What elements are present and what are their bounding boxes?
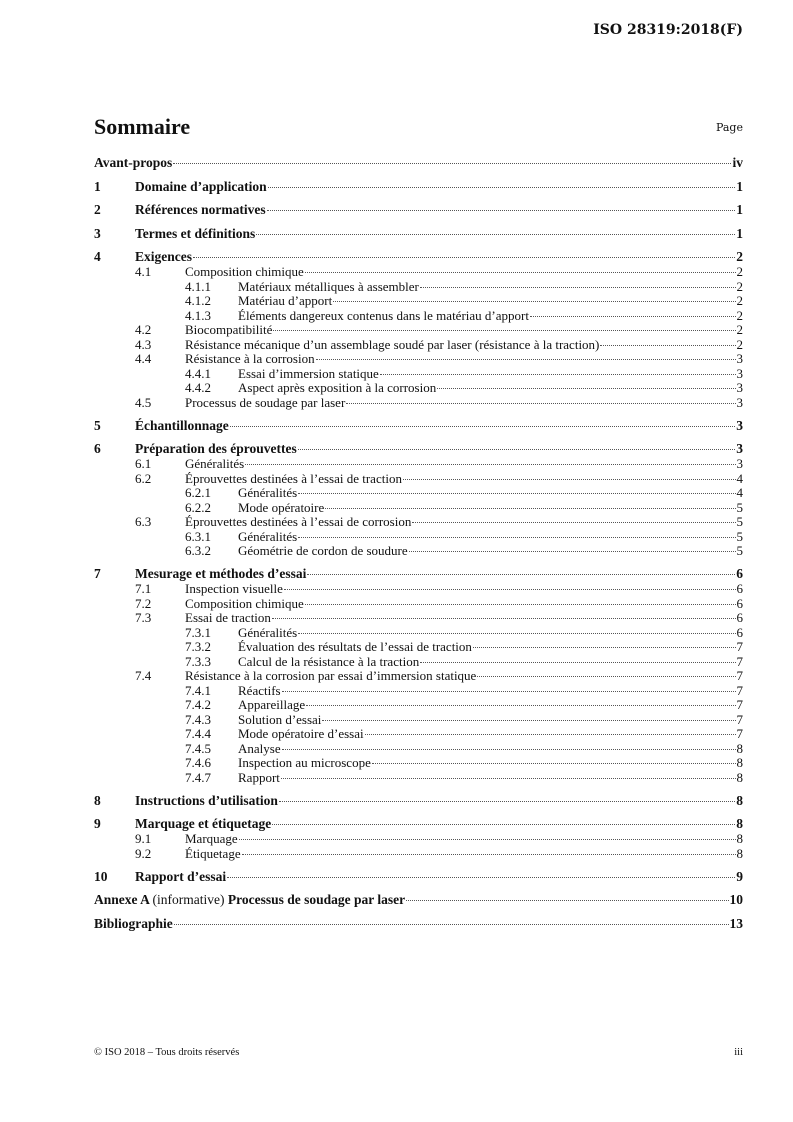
annex-label: Annexe A xyxy=(94,892,150,907)
toc-entry-title-text: Biocompatibilité xyxy=(185,322,273,337)
toc-entry-page: 3 xyxy=(736,394,743,410)
toc-entry-page: 2 xyxy=(736,293,743,308)
toc-entry-title xyxy=(185,323,272,338)
toc-entry-title-text: Exigences xyxy=(135,249,192,264)
dot-leader xyxy=(272,824,735,825)
toc-entry-number: 7.3 xyxy=(135,610,152,625)
toc-entry-number: 7.4.3 xyxy=(185,711,211,727)
toc-entry-number: 9 xyxy=(94,816,101,831)
toc-entry-title-text: Matériau d’apport xyxy=(238,293,333,308)
toc-entry[interactable] xyxy=(94,626,743,641)
toc-entry-number: 4.1 xyxy=(135,264,152,279)
toc-entry[interactable] xyxy=(94,265,743,280)
toc-entry-number: 4 xyxy=(94,249,101,264)
toc-entry[interactable] xyxy=(94,323,743,338)
toc-entry-number: 7.4 xyxy=(135,668,152,683)
toc-entry[interactable] xyxy=(94,742,743,757)
toc-entry-page: 5 xyxy=(736,514,743,529)
toc-entry-title xyxy=(135,418,229,434)
toc-entry-number: 4.5 xyxy=(135,394,152,410)
toc-entry-title xyxy=(135,179,267,195)
toc-entry-page: 8 xyxy=(736,845,743,861)
dot-leader xyxy=(305,272,736,273)
toc-entry-title-text: Bibliographie xyxy=(94,915,173,931)
toc-entry[interactable] xyxy=(94,457,743,472)
dot-leader xyxy=(365,734,736,735)
toc-entry-page: 1 xyxy=(736,202,743,217)
dot-leader xyxy=(322,720,735,721)
toc-entry-title-text: Domaine d’application xyxy=(135,178,267,194)
toc-entry-page: 2 xyxy=(736,322,743,337)
copyright: © ISO 2018 – Tous droits réservés xyxy=(94,1047,240,1058)
toc-entry-title-text: Essai de traction xyxy=(185,610,271,625)
toc-entry-page: 2 xyxy=(736,264,743,279)
toc-entry-title-text: Résistance mécanique d’un assemblage soudé par laser (résistance à la traction) xyxy=(185,336,600,352)
toc-entry-page: 1 xyxy=(736,225,743,241)
toc-entry-title-text: Avant-propos xyxy=(94,155,173,170)
toc-entry-title-text: Éprouvettes destinées à l’essai de corrosion xyxy=(185,514,412,529)
toc-entry-number: 7.3.3 xyxy=(185,653,211,669)
dot-leader xyxy=(420,287,736,288)
toc-entry-title xyxy=(135,566,306,582)
toc-entry-page: 6 xyxy=(736,595,743,611)
toc-entry-title-text: Aspect après exposition à la corrosion xyxy=(238,380,437,395)
dot-leader xyxy=(346,403,735,404)
dot-leader xyxy=(298,449,736,450)
toc-entry-title-text: Géométrie de cordon de soudure xyxy=(238,543,408,558)
dot-leader xyxy=(307,574,735,575)
toc-entry-number: 7.3.2 xyxy=(185,639,211,654)
toc-entry-title-text: Échantillonnage xyxy=(135,417,229,433)
toc-entry-number: 7.4.5 xyxy=(185,740,211,756)
toc-entry-title xyxy=(135,202,266,218)
toc-entry-number: 7.4.6 xyxy=(185,755,211,770)
annex-note: (informative) xyxy=(152,892,225,907)
toc-entry-number: 4.4 xyxy=(135,351,152,366)
toc-entry-page: 7 xyxy=(736,697,743,712)
toc-entry-number: 4.2 xyxy=(135,322,152,337)
toc-entry[interactable] xyxy=(94,202,743,218)
toc-entry-title xyxy=(238,626,297,641)
toc-entry-title xyxy=(238,367,379,382)
toc-entry[interactable] xyxy=(94,713,743,728)
toc-entry-title-text: Marquage xyxy=(185,831,238,846)
toc-entry-page: 4 xyxy=(736,470,743,486)
toc-entry-title-text: Instructions d’utilisation xyxy=(135,792,278,808)
toc-entry-number: 6.3 xyxy=(135,514,152,529)
toc-entry-title xyxy=(238,655,419,670)
toc-entry-title xyxy=(238,684,281,699)
toc-entry-number: 6.3.2 xyxy=(185,543,211,558)
toc-entry[interactable] xyxy=(94,698,743,713)
dot-leader xyxy=(316,359,736,360)
toc-entry-page: 8 xyxy=(736,755,743,770)
dot-leader xyxy=(284,589,736,590)
dot-leader xyxy=(193,257,735,258)
toc-entry[interactable] xyxy=(94,155,743,171)
toc-entry-page: 8 xyxy=(736,769,743,785)
toc-entry-title xyxy=(238,501,324,516)
toc-entry[interactable] xyxy=(94,179,743,195)
toc-entry-title-text: Réactifs xyxy=(238,682,281,698)
toc-entry-page: 3 xyxy=(736,380,743,395)
toc-entry[interactable] xyxy=(94,655,743,670)
toc-entry-title xyxy=(238,771,280,786)
toc-entry-page: iv xyxy=(732,155,743,170)
toc-entry-title xyxy=(238,381,436,396)
toc-entry-number: 9.1 xyxy=(135,831,152,846)
toc-entry-title xyxy=(94,155,172,171)
toc-entry[interactable] xyxy=(94,756,743,771)
dot-leader xyxy=(268,187,736,188)
dot-leader xyxy=(298,537,735,538)
toc-entry[interactable] xyxy=(94,280,743,295)
dot-leader xyxy=(242,854,736,855)
toc-entry-title xyxy=(135,816,271,832)
toc-entry[interactable] xyxy=(94,396,743,411)
toc-entry-page: 2 xyxy=(736,249,743,264)
toc-entry-title-text: Essai d’immersion statique xyxy=(238,365,379,381)
toc-entry-number: 10 xyxy=(94,868,108,884)
toc-entry-number: 4.4.2 xyxy=(185,380,211,395)
toc-entry-number: 6.1 xyxy=(135,456,152,471)
toc-entry-title-text: Processus de soudage par laser xyxy=(185,394,346,410)
toc-entry-page: 7 xyxy=(736,726,743,741)
toc-entry-title-text: Composition chimique xyxy=(185,595,304,611)
dot-leader xyxy=(306,705,735,706)
toc-entry-title-text: Processus de soudage par laser xyxy=(227,892,406,907)
toc-entry-title-text: Mode opératoire d’essai xyxy=(238,726,364,741)
toc-entry-number: 7.3.1 xyxy=(185,624,211,640)
toc-entry-title xyxy=(185,582,283,597)
dot-leader xyxy=(477,676,735,677)
toc-entry-title xyxy=(238,309,529,324)
toc-entry-number: 7 xyxy=(94,566,101,581)
toc-entry-title xyxy=(185,669,476,684)
toc-entry-number: 4.1.3 xyxy=(185,307,211,323)
dot-leader xyxy=(267,210,736,211)
toc-entry-page: 7 xyxy=(736,711,743,727)
toc-entry[interactable] xyxy=(94,309,743,324)
toc-entry-title xyxy=(238,530,297,545)
dot-leader xyxy=(372,763,736,764)
toc-entry[interactable] xyxy=(94,727,743,742)
toc-entry-title-text: Étiquetage xyxy=(185,845,241,861)
toc-entry-title xyxy=(238,640,472,655)
dot-leader xyxy=(279,801,735,802)
dot-leader xyxy=(333,301,735,302)
toc-entry-page: 6 xyxy=(736,610,743,625)
toc-entry-number: 3 xyxy=(94,225,101,241)
toc-entry-page: 7 xyxy=(736,639,743,654)
toc-entry[interactable] xyxy=(94,515,743,530)
toc-entry-title xyxy=(135,441,297,457)
dot-leader xyxy=(230,426,735,427)
toc-entry-title xyxy=(238,280,419,295)
dot-leader xyxy=(412,522,735,523)
toc-entry-title-text: Éprouvettes destinées à l’essai de traction xyxy=(185,470,402,486)
toc-entry-title xyxy=(238,713,321,728)
toc-entry[interactable] xyxy=(94,249,743,265)
toc-entry-page: 8 xyxy=(736,740,743,756)
dot-leader xyxy=(380,374,736,375)
toc-entry-page: 3 xyxy=(736,351,743,366)
toc-entry-title-text: Appareillage xyxy=(238,697,306,712)
dot-leader xyxy=(530,316,736,317)
toc-entry-number: 4.1.1 xyxy=(185,278,211,294)
toc-entry-title xyxy=(238,544,408,559)
toc-entry-title-text: Généralités xyxy=(185,456,245,471)
toc-entry-number: 2 xyxy=(94,202,101,217)
dot-leader xyxy=(256,234,735,235)
toc-entry[interactable] xyxy=(94,669,743,684)
page-column-label: Page xyxy=(715,121,743,134)
toc-entry-number: 1 xyxy=(94,178,101,194)
toc-entry-page: 7 xyxy=(736,668,743,683)
toc-entry[interactable] xyxy=(94,892,743,908)
toc-entry-title xyxy=(238,486,297,501)
toc-entry-title-text: Résistance à la corrosion xyxy=(185,351,315,366)
toc-entry-page: 7 xyxy=(736,682,743,698)
dot-leader xyxy=(281,778,736,779)
dot-leader xyxy=(406,900,728,901)
toc-entry[interactable] xyxy=(94,486,743,501)
toc-entry-page: 6 xyxy=(736,566,743,581)
toc-entry-page: 8 xyxy=(736,816,743,831)
toc-entry-page: 13 xyxy=(729,915,743,931)
toc-entry-page: 2 xyxy=(736,278,743,294)
toc-entry-title-text: Matériaux métalliques à assembler xyxy=(238,278,419,294)
toc-entry[interactable] xyxy=(94,816,743,832)
toc-entry-title xyxy=(238,727,364,742)
toc-entry-number: 7.4.1 xyxy=(185,682,211,698)
dot-leader xyxy=(325,508,735,509)
toc-entry-number: 7.4.7 xyxy=(185,769,211,785)
toc-entry-title xyxy=(94,892,405,908)
dot-leader xyxy=(437,388,735,389)
toc-entry-page: 2 xyxy=(736,336,743,352)
toc-entry-page: 6 xyxy=(736,624,743,640)
toc-entry[interactable] xyxy=(94,530,743,545)
toc-entry-title-text: Inspection au microscope xyxy=(238,755,371,770)
toc-entry[interactable] xyxy=(94,226,743,242)
dot-leader xyxy=(239,839,736,840)
toc-entry-number: 6 xyxy=(94,441,101,456)
toc-entry-title xyxy=(185,597,304,612)
toc-entry-title-text: Termes et définitions xyxy=(135,225,256,241)
dot-leader xyxy=(282,749,736,750)
toc-entry-number: 7.2 xyxy=(135,595,152,611)
toc-entry[interactable] xyxy=(94,566,743,582)
toc-entry-title xyxy=(238,742,281,757)
toc-entry-title xyxy=(185,338,599,353)
toc-entry[interactable] xyxy=(94,544,743,559)
toc-entry-number: 9.2 xyxy=(135,845,152,861)
toc-entry-title-text: Préparation des éprouvettes xyxy=(135,441,297,456)
dot-leader xyxy=(409,551,736,552)
toc-entry[interactable] xyxy=(94,793,743,809)
toc-entry[interactable] xyxy=(94,338,743,353)
toc-entry-page: 3 xyxy=(736,456,743,471)
toc-entry[interactable] xyxy=(94,367,743,382)
toc-entry-title-text: Généralités xyxy=(238,528,298,544)
dot-leader xyxy=(245,464,735,465)
toc-entry-title xyxy=(185,457,244,472)
dot-leader xyxy=(473,647,736,648)
dot-leader xyxy=(273,330,735,331)
toc-entry[interactable] xyxy=(94,582,743,597)
toc-entry-title-text: Mesurage et méthodes d’essai xyxy=(135,566,307,581)
toc-entry-number: 7.4.2 xyxy=(185,697,211,712)
toc-entry-title xyxy=(135,869,226,885)
toc-entry-number: 5 xyxy=(94,417,101,433)
toc-entry-title xyxy=(135,226,255,242)
toc-entry-title xyxy=(238,756,371,771)
dot-leader xyxy=(403,479,736,480)
dot-leader xyxy=(305,604,736,605)
toc-entry-title-text: Solution d’essai xyxy=(238,711,322,727)
toc-entry[interactable] xyxy=(94,916,743,932)
toc-entry[interactable] xyxy=(94,684,743,699)
toc-entry-title xyxy=(185,265,304,280)
toc-entry-title-text: Éléments dangereux contenus dans le matériau d’apport xyxy=(238,307,529,323)
toc-entry-title xyxy=(135,793,278,809)
toc-entry-page: 3 xyxy=(736,417,743,433)
toc-entry-number: 6.2.1 xyxy=(185,485,211,500)
page-number: iii xyxy=(734,1047,743,1058)
toc-entry-title xyxy=(185,352,315,367)
toc-entry-title xyxy=(185,832,238,847)
toc-entry-page: 6 xyxy=(736,581,743,596)
toc-entry[interactable] xyxy=(94,640,743,655)
toc-entry[interactable] xyxy=(94,472,743,487)
toc-entry[interactable] xyxy=(94,501,743,516)
toc-entry-page: 8 xyxy=(736,831,743,846)
toc-entry-title-text: Évaluation des résultats de l’essai de traction xyxy=(238,639,472,654)
page-title: Sommaire xyxy=(94,114,191,139)
toc-entry-number: 4.3 xyxy=(135,336,152,352)
toc-entry-title-text: Rapport d’essai xyxy=(135,868,227,884)
toc-entry-page: 2 xyxy=(736,307,743,323)
dot-leader xyxy=(227,877,735,878)
dot-leader xyxy=(600,345,735,346)
toc-entry[interactable] xyxy=(94,418,743,434)
toc-entry[interactable] xyxy=(94,771,743,786)
toc-entry-page: 5 xyxy=(736,528,743,544)
toc-entry-number: 6.3.1 xyxy=(185,528,211,544)
toc-entry-title-text: Calcul de la résistance à la traction xyxy=(238,653,420,669)
toc-entry-page: 3 xyxy=(736,365,743,381)
toc-entry-page: 10 xyxy=(729,892,743,907)
toc-entry-number: 7.4.4 xyxy=(185,726,211,741)
dot-leader xyxy=(298,493,735,494)
dot-leader xyxy=(298,633,735,634)
toc-entry-page: 5 xyxy=(736,499,743,515)
toc-entry-number: 6.2.2 xyxy=(185,499,211,515)
dot-leader xyxy=(282,691,736,692)
toc-entry-number: 7.1 xyxy=(135,581,152,596)
toc-entry-title-text: Mode opératoire xyxy=(238,499,325,515)
toc-entry-page: 9 xyxy=(736,868,743,884)
toc-entry-title-text: Composition chimique xyxy=(185,264,304,279)
toc-entry-title xyxy=(185,847,241,862)
toc-entry-title xyxy=(185,472,402,487)
toc-entry-page: 7 xyxy=(736,653,743,669)
toc-entry[interactable] xyxy=(94,611,743,626)
toc-entry-title-text: Généralités xyxy=(238,485,298,500)
toc-entry-page: 8 xyxy=(736,792,743,808)
toc-entry-page: 4 xyxy=(736,485,743,500)
toc-entry-title xyxy=(135,249,192,265)
toc-entry-number: 4.4.1 xyxy=(185,365,211,381)
toc-entry-title-text: Généralités xyxy=(238,624,298,640)
toc-entry[interactable] xyxy=(94,869,743,885)
toc-entry-title xyxy=(94,916,173,932)
dot-leader xyxy=(420,662,735,663)
toc-entry-title-text: Références normatives xyxy=(135,202,266,217)
toc-entry[interactable] xyxy=(94,294,743,309)
toc-entry-page: 3 xyxy=(736,441,743,456)
dot-leader xyxy=(173,163,731,164)
toc-entry-title xyxy=(185,396,345,411)
toc-entry-page: 1 xyxy=(736,178,743,194)
toc-entry-title-text: Analyse xyxy=(238,740,281,756)
toc-entry-title xyxy=(238,698,305,713)
toc-entry-title xyxy=(185,515,411,530)
toc-entry-page: 5 xyxy=(736,543,743,558)
toc-entry-title-text: Inspection visuelle xyxy=(185,581,283,596)
dot-leader xyxy=(174,924,729,925)
toc-entry[interactable] xyxy=(94,352,743,367)
toc-entry-number: 6.2 xyxy=(135,470,152,486)
toc-entry-title-text: Rapport xyxy=(238,769,280,785)
toc-entry[interactable] xyxy=(94,832,743,847)
toc-entry[interactable] xyxy=(94,597,743,612)
dot-leader xyxy=(272,618,736,619)
toc-entry[interactable] xyxy=(94,381,743,396)
toc-entry-number: 8 xyxy=(94,792,101,808)
toc-entry-title xyxy=(185,611,271,626)
table-of-contents xyxy=(94,155,743,932)
toc-entry[interactable] xyxy=(94,847,743,862)
toc-entry-title-text: Résistance à la corrosion par essai d’immersion statique xyxy=(185,668,477,683)
toc-entry-title xyxy=(238,294,332,309)
toc-entry-title-text: Marquage et étiquetage xyxy=(135,816,272,831)
toc-entry-number: 4.1.2 xyxy=(185,293,211,308)
footer xyxy=(94,1047,743,1058)
document-id: ISO 28319:2018(F) xyxy=(593,22,743,38)
toc-entry[interactable] xyxy=(94,441,743,457)
